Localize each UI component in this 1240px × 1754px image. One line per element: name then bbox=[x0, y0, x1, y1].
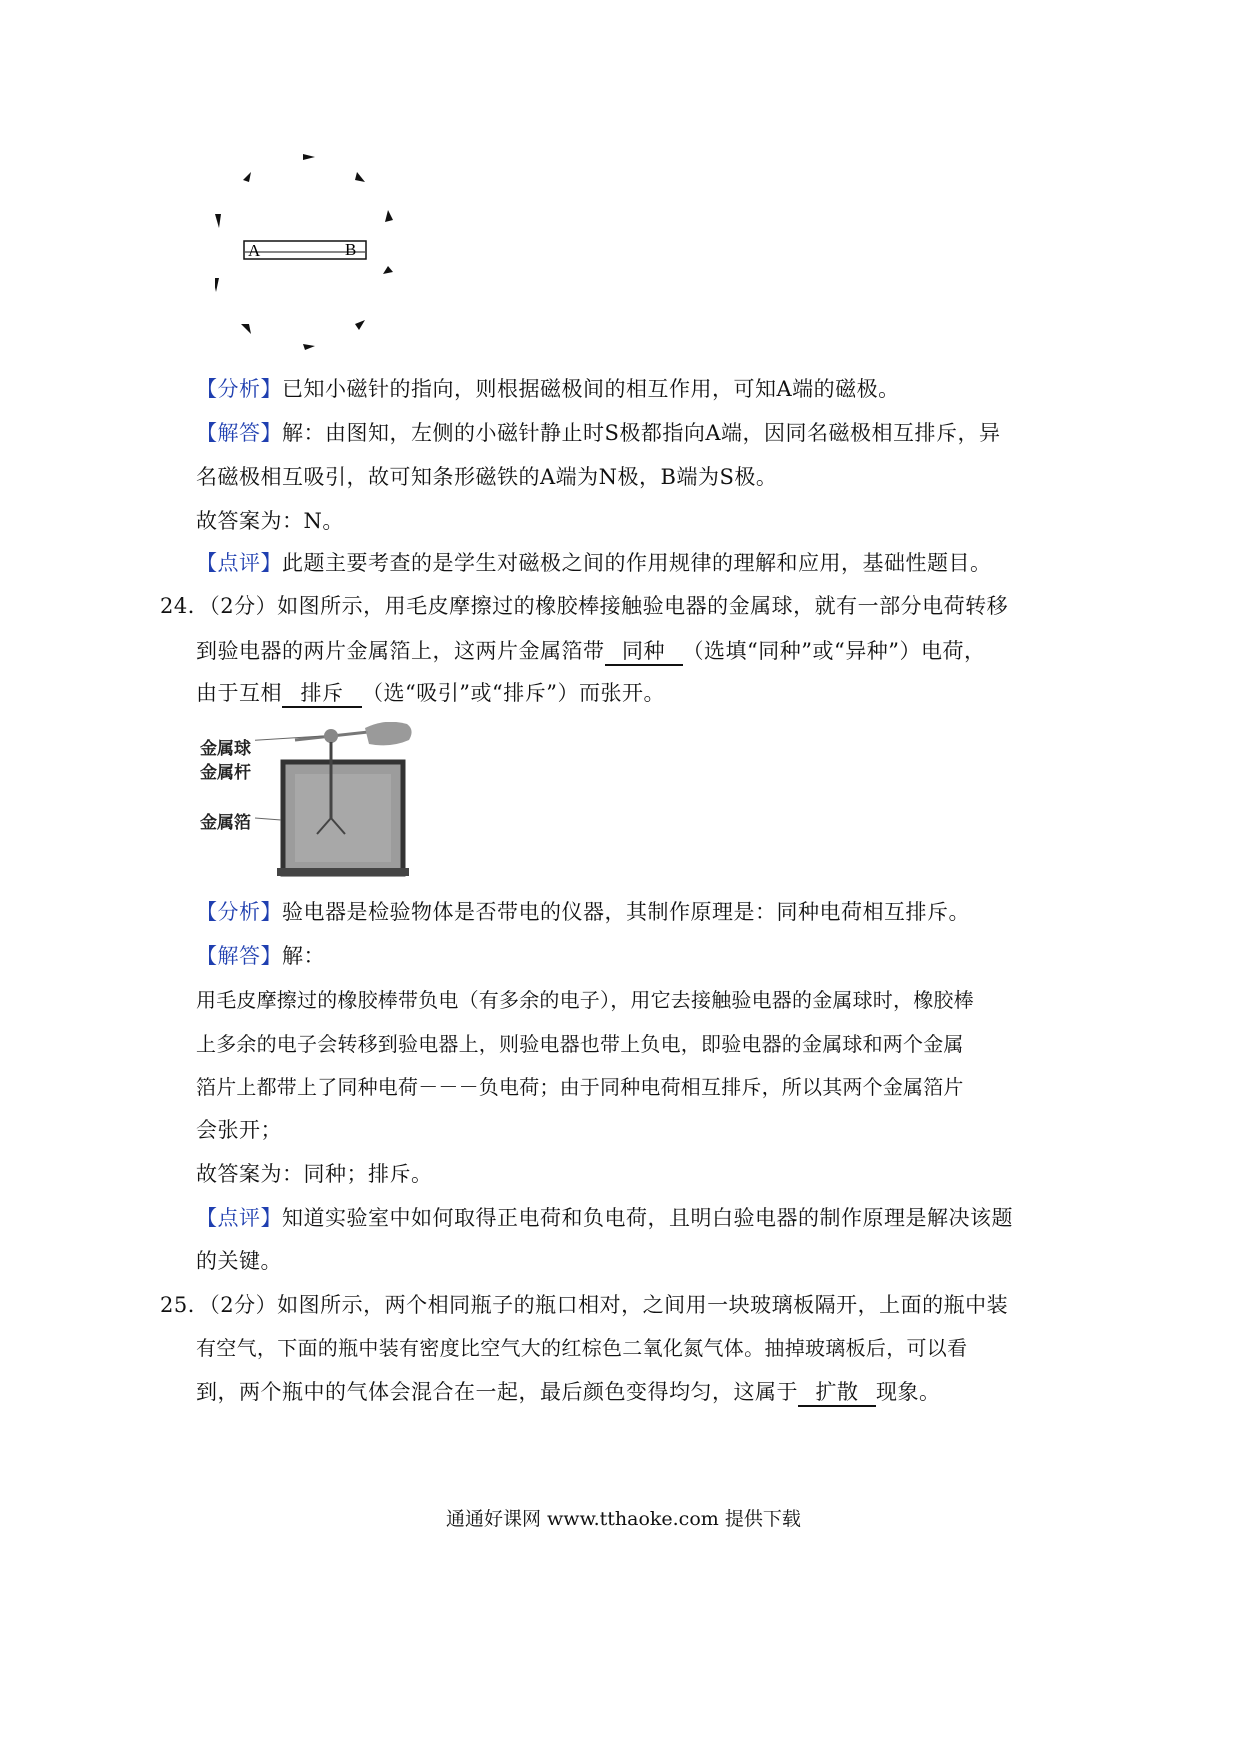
magnet-end-b-label: B bbox=[345, 240, 357, 259]
answer-tag: 【解答】 bbox=[196, 944, 282, 968]
metal-ball bbox=[324, 729, 338, 743]
q24-answer-line4: 会张开； bbox=[196, 1118, 282, 1142]
q25-stem-line1: 25．（2分）如图所示，两个相同瓶子的瓶口相对，之间用一块玻璃板隔开，上面的瓶中装 bbox=[160, 1293, 1009, 1317]
q24-answer-head: 【解答】解： bbox=[196, 944, 325, 968]
compass-needle-9 bbox=[355, 320, 365, 330]
compass-needle-4 bbox=[215, 214, 221, 228]
answer-tag: 【解答】 bbox=[196, 421, 282, 445]
figure-label-metal-ball: 金属球 bbox=[200, 739, 251, 759]
q24-stem-line1: 24．（2分）如图所示，用毛皮摩擦过的橡胶棒接触验电器的金属球，就有一部分电荷转移 bbox=[160, 594, 1009, 618]
compass-needle-6 bbox=[383, 266, 393, 274]
answer-blank: 同种 bbox=[605, 638, 683, 666]
magnet-end-a-label: A bbox=[248, 241, 261, 260]
analysis-tag: 【分析】 bbox=[196, 377, 282, 401]
compass-needle-7 bbox=[215, 278, 219, 292]
question-number: 25． bbox=[160, 1293, 210, 1317]
figure-label-metal-foil: 金属箔 bbox=[200, 813, 251, 833]
q24-comment-line2: 的关键。 bbox=[196, 1249, 282, 1273]
q25-stem-line2: 有空气，下面的瓶中装有密度比空气大的红棕色二氧化氮气体。抽掉玻璃板后，可以看 bbox=[196, 1336, 968, 1360]
q24-answer-line3: 箔片上都带上了同种电荷－－－负电荷；由于同种电荷相互排斥，所以其两个金属箔片 bbox=[196, 1075, 964, 1099]
compass-needle-2 bbox=[243, 172, 251, 182]
q23-analysis: 【分析】已知小磁针的指向，则根据磁极间的相互作用，可知A端的磁极。 bbox=[196, 377, 900, 401]
magnet-compass-figure bbox=[215, 148, 415, 388]
q24-final-answer: 故答案为：同种；排斥。 bbox=[196, 1162, 433, 1186]
answer-blank: 扩散 bbox=[798, 1379, 876, 1407]
comment-tag: 【点评】 bbox=[196, 551, 282, 575]
compass-needle-1 bbox=[303, 154, 315, 160]
q24-stem-line2: 到验电器的两片金属箔上，这两片金属箔带 同种 （选填“同种”或“异种”）电荷， bbox=[196, 636, 985, 666]
q24-answer-line1: 用毛皮摩擦过的橡胶棒带负电（有多余的电子），用它去接触验电器的金属球时，橡胶棒 bbox=[196, 988, 974, 1012]
figure-label-metal-rod: 金属杆 bbox=[200, 763, 251, 783]
q23-answer-line1: 【解答】解：由图知，左侧的小磁针静止时S极都指向A端，因同名磁极相互排斥，异 bbox=[196, 421, 1001, 445]
page-footer: 通通好课网 www.tthaoke.com 提供下载 bbox=[446, 1508, 801, 1530]
q24-comment-line1: 【点评】知道实验室中如何取得正电荷和负电荷，且明白验电器的制作原理是解决该题 bbox=[196, 1206, 1013, 1230]
hand-shape bbox=[365, 722, 412, 745]
question-number: 24． bbox=[160, 594, 210, 618]
compass-needle-8 bbox=[241, 324, 251, 334]
q25-stem-line3: 到，两个瓶中的气体会混合在一起，最后颜色变得均匀，这属于 扩散 现象。 bbox=[196, 1377, 941, 1407]
comment-tag: 【点评】 bbox=[196, 1206, 282, 1230]
q24-answer-line2: 上多余的电子会转移到验电器上，则验电器也带上负电，即验电器的金属球和两个金属 bbox=[196, 1032, 964, 1056]
q24-stem-line3: 由于互相 排斥 （选“吸引”或“排斥”）而张开。 bbox=[196, 678, 665, 708]
q23-comment: 【点评】此题主要考查的是学生对磁极之间的作用规律的理解和应用，基础性题目。 bbox=[196, 551, 992, 575]
answer-blank: 排斥 bbox=[282, 680, 362, 708]
analysis-tag: 【分析】 bbox=[196, 900, 282, 924]
q24-analysis: 【分析】验电器是检验物体是否带电的仪器，其制作原理是：同种电荷相互排斥。 bbox=[196, 900, 970, 924]
compass-needle-5 bbox=[385, 210, 393, 222]
q23-final-answer: 故答案为：N。 bbox=[196, 509, 344, 533]
electroscope-figure bbox=[255, 722, 415, 878]
compass-needle-3 bbox=[355, 172, 365, 182]
compass-needle-10 bbox=[303, 344, 315, 350]
q23-answer-line2: 名磁极相互吸引，故可知条形磁铁的A端为N极，B端为S极。 bbox=[196, 465, 778, 489]
